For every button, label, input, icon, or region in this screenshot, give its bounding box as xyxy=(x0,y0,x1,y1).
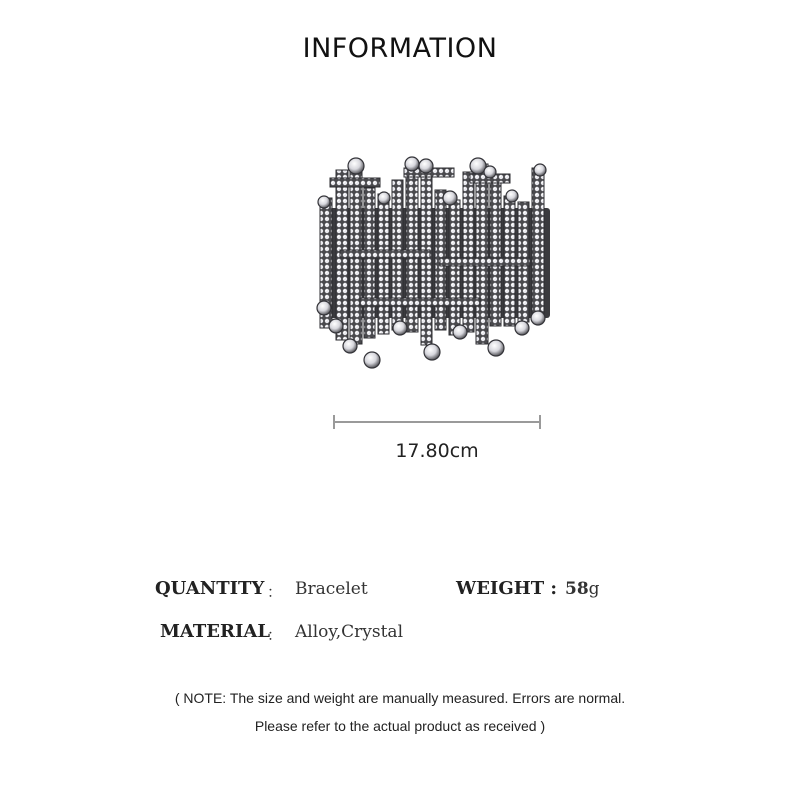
weight-value xyxy=(565,579,600,599)
quantity-separator: ： xyxy=(267,583,283,601)
note-line-2: Please refer to the actual product as received ) xyxy=(254,718,546,734)
material-value: Alloy,Crystal xyxy=(295,622,404,642)
page-title: INFORMATION xyxy=(302,33,498,64)
weight-unit: g xyxy=(588,579,600,599)
material-separator: ： xyxy=(267,626,283,644)
dimension-bar xyxy=(333,421,541,423)
dimension-label: 17.80cm xyxy=(395,440,479,462)
material-label: MATERIAL xyxy=(160,621,271,642)
dimension-cap-right xyxy=(539,415,541,429)
dimension-line xyxy=(333,415,541,429)
quantity-value: Bracelet xyxy=(295,579,368,599)
note-line-1: ( NOTE: The size and weight are manually measured. Errors are normal. xyxy=(174,690,626,706)
weight-label: WEIGHT : xyxy=(456,578,558,599)
quantity-label: QUANTITY xyxy=(155,578,265,599)
bracelet-image xyxy=(300,150,560,375)
weight-number: 58 xyxy=(565,579,589,599)
